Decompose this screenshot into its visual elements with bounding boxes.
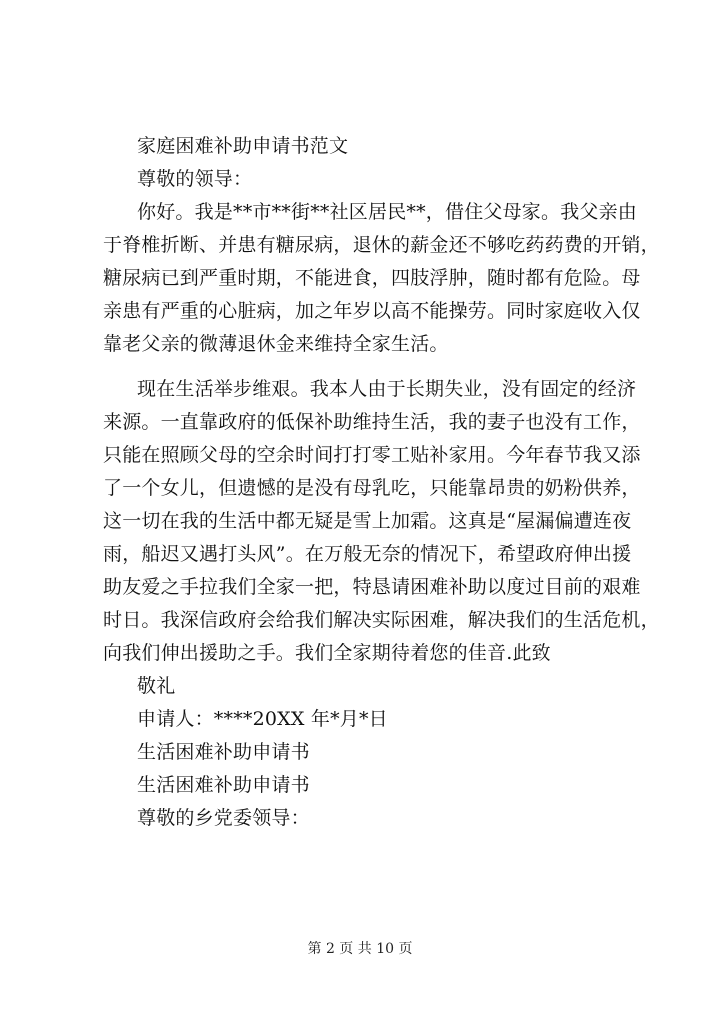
paragraph-line: 现在生活举步维艰。我本人由于长期失业，没有固定的经济 xyxy=(137,378,637,400)
paragraph-line: 亲患有严重的心脏病，加之年岁以高不能操劳。同时家庭收入仅 xyxy=(103,300,641,322)
paragraph-line: 助友爱之手拉我们全家一把，特恳请困难补助以度过目前的艰难 xyxy=(103,576,641,598)
section-heading: 生活困难补助申请书 xyxy=(137,774,310,796)
paragraph-line: 了一个女儿，但遗憾的是没有母乳吃，只能靠昂贵的奶粉供养， xyxy=(103,477,641,499)
signature-line: 申请人：****20XX 年*月*日 xyxy=(137,708,388,730)
paragraph-line: 于脊椎折断、并患有糖尿病，退休的薪金还不够吃药药费的开销， xyxy=(103,234,660,256)
paragraph-line: 来源。一直靠政府的低保补助维持生活，我的妻子也没有工作， xyxy=(103,411,641,433)
paragraph-line: 时日。我深信政府会给我们解决实际困难，解决我们的生活危机， xyxy=(103,609,660,631)
document-body xyxy=(103,130,663,835)
paragraph-line: 这一切在我的生活中都无疑是雪上加霜。这真是“屋漏偏遭连夜 xyxy=(103,510,632,532)
paragraph-1 xyxy=(103,196,663,361)
closing: 敬礼 xyxy=(137,675,176,697)
paragraph-line: 你好。我是**市**街**社区居民**，借住父母家。我父亲由 xyxy=(137,201,638,223)
paragraph-line: 靠老父亲的微薄退休金来维持全家生活。 xyxy=(103,333,449,355)
section-heading: 生活困难补助申请书 xyxy=(137,741,310,763)
document-title: 家庭困难补助申请书范文 xyxy=(137,135,349,157)
paragraph-line: 只能在照顾父母的空余时间打打零工贴补家用。今年春节我又添 xyxy=(103,444,641,466)
salutation: 尊敬的领导： xyxy=(137,168,253,190)
paragraph-line: 糖尿病已到严重时期，不能进食，四肢浮肿，随时都有危险。母 xyxy=(103,267,641,289)
page-number: 第 2 页 共 10 页 xyxy=(307,941,413,957)
paragraph-line: 雨，船迟又遇打头风”。在万般无奈的情况下，希望政府伸出援 xyxy=(103,543,632,565)
salutation-2: 尊敬的乡党委领导： xyxy=(137,807,310,829)
paragraph-line: 向我们伸出援助之手。我们全家期待着您的佳音.此致 xyxy=(103,642,551,664)
paragraph-2 xyxy=(103,373,663,670)
